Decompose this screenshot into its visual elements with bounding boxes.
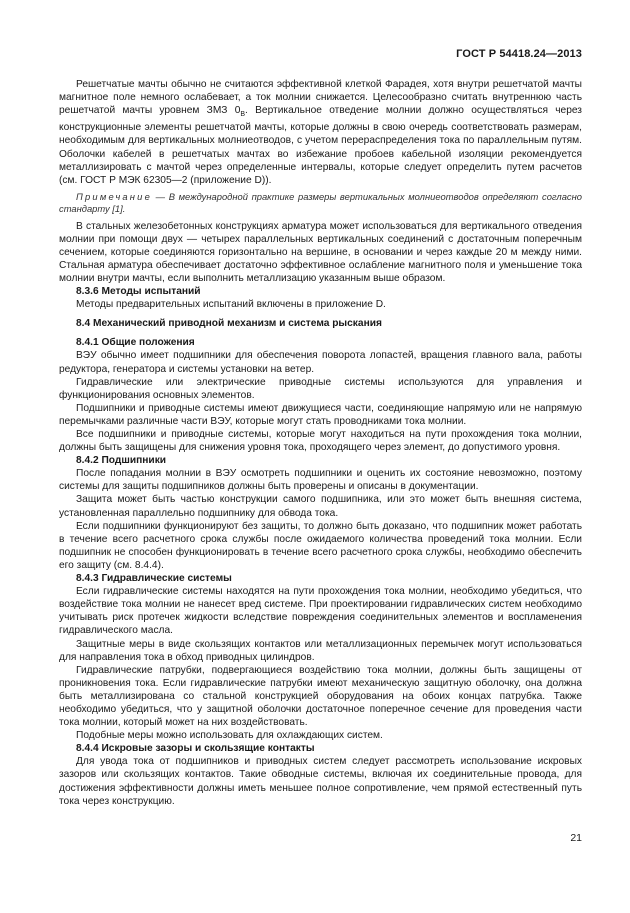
page-number: 21 [570,832,582,844]
section-heading-8-4-1: 8.4.1 Общие положения [76,337,195,349]
paragraph: Методы предварительных испытаний включены в приложение D. [76,299,386,311]
paragraph: Защита может быть частью конструкции самого подшипника, или это может быть внешняя система, установленная параллельно подшипнику для обвода тока. [59,494,582,519]
paragraph: В стальных железобетонных конструкциях арматура может использоваться для вертикального отведения молнии при помощи двух — четырех параллельных вертикальных соединений с достаточным поперечным сечением, которые соединяются горизонтально на вершине, в основании и через каждые 20 м между ними. Стальная арматура обеспечивает достаточно эффективное ослабление магнитного поля и уменьшение тока молнии внутри мачты, если выполнить металлизацию указанным выше образом. [59,220,582,284]
section-heading-8-3-6: 8.3.6 Методы испытаний [76,286,201,298]
paragraph: Для увода тока от подшипников и приводных систем следует рассмотреть использование искровых зазоров или скользящих контактов. Такие обводные системы, включая их соединительные провода, для достижения эффективности должны иметь меньшее полное сопротивление, чем прямой естественный путь тока через конструкцию. [59,756,582,807]
paragraph: Решетчатые мачты обычно не считаются эффективной клеткой Фарадея, хотя внутри решетчатой мачты магнитное поле немного ослабевает, а ток молнии снижается. Целесообразно считать внутреннюю часть решетчатой мачты уровнем ЗМЗ $0_B$. Вертикальное отведение молнии должно осуществляться через конструкционные элементы решетчатой мачты, которые должны в свою очередь соответствовать размерам, необходимым для вертикальных молниеотводов, с учетом перераспределения тока по параллельным путям. Оболочки кабелей в решетчатых мачтах во избежание пробоев кабельной изоляции рекомендуется металлизировать с мачтой через определенные интервалы, которые следует определить путем расчетов (см. ГОСТ Р МЭК 62305—2 (приложение D)). [59,79,582,186]
paragraph: После попадания молнии в ВЭУ осмотреть подшипники и оценить их состояние невозможно, поэтому системы для защиты подшипников должны быть проверены и описаны в документации. [59,468,582,493]
paragraph: Защитные меры в виде скользящих контактов или металлизационных перемычек могут использоваться для направления тока в обход приводных цилиндров. [59,638,582,663]
paragraph: Подобные меры можно использовать для охлаждающих систем. [76,730,383,742]
document-header: ГОСТ Р 54418.24—2013 [456,48,582,60]
paragraph: Если гидравлические системы находятся на пути прохождения тока молнии, необходимо убедиться, что воздействие тока молнии не нанесет вред системе. При проектировании гидравлических систем необходимо учитывать риск протечек жидкости вследствие повреждения соединительных элементов и воспламенения гидравлического масла. [59,586,582,637]
paragraph: Подшипники и приводные системы имеют движущиеся части, соединяющие напрямую или не напрямую перемычками различные части ВЭУ, которые могут стать проводниками тока молнии. [59,402,582,427]
document-body [59,78,582,808]
paragraph: Гидравлические или электрические приводные системы используются для управления и функционирования основных элементов. [59,376,582,401]
section-heading-8-4-4: 8.4.4 Искровые зазоры и скользящие контакты [76,743,315,755]
paragraph: Гидравлические патрубки, подвергающиеся воздействию тока молнии, должны быть защищены от проникновения тока. Если гидравлические патрубки имеют механическую защитную оболочку, она должна быть металлизирована со стальной конструкцией оборудования на обоих концах патрубка. Также необходимо убедиться, что у защитной оболочки достаточное поперечное сечение для проведения части тока молнии, который может на них воздействовать. [59,664,582,729]
note-text: — В международной практике размеры вертикальных молниеотводов определяют согласно стандарту [1]. [59,190,582,215]
paragraph: Если подшипники функционируют без защиты, то должно быть доказано, что подшипник может работать в течение всего расчетного срока службы после ожидаемого количества проведений тока молнии. Если подшипник не способен функционировать в течение всего расчетного срока службы, необходимо обеспечить его защиту (см. 8.4.4). [59,520,582,571]
section-heading-8-4: 8.4 Механический приводной механизм и система рыскания [76,318,382,330]
section-heading-8-4-3: 8.4.3 Гидравлические системы [76,573,232,585]
note [59,191,582,216]
note-label: Примечание [76,190,152,202]
paragraph: Все подшипники и приводные системы, которые могут находиться на пути прохождения тока молнии, должны быть защищены для снижения уровня тока, проходящего через элемент, до допустимого уровня. [59,429,582,454]
paragraph: ВЭУ обычно имеет подшипники для обеспечения поворота лопастей, вращения главного вала, работы редуктора, генератора и системы установки на ветер. [59,350,582,375]
section-heading-8-4-2: 8.4.2 Подшипники [76,455,167,467]
